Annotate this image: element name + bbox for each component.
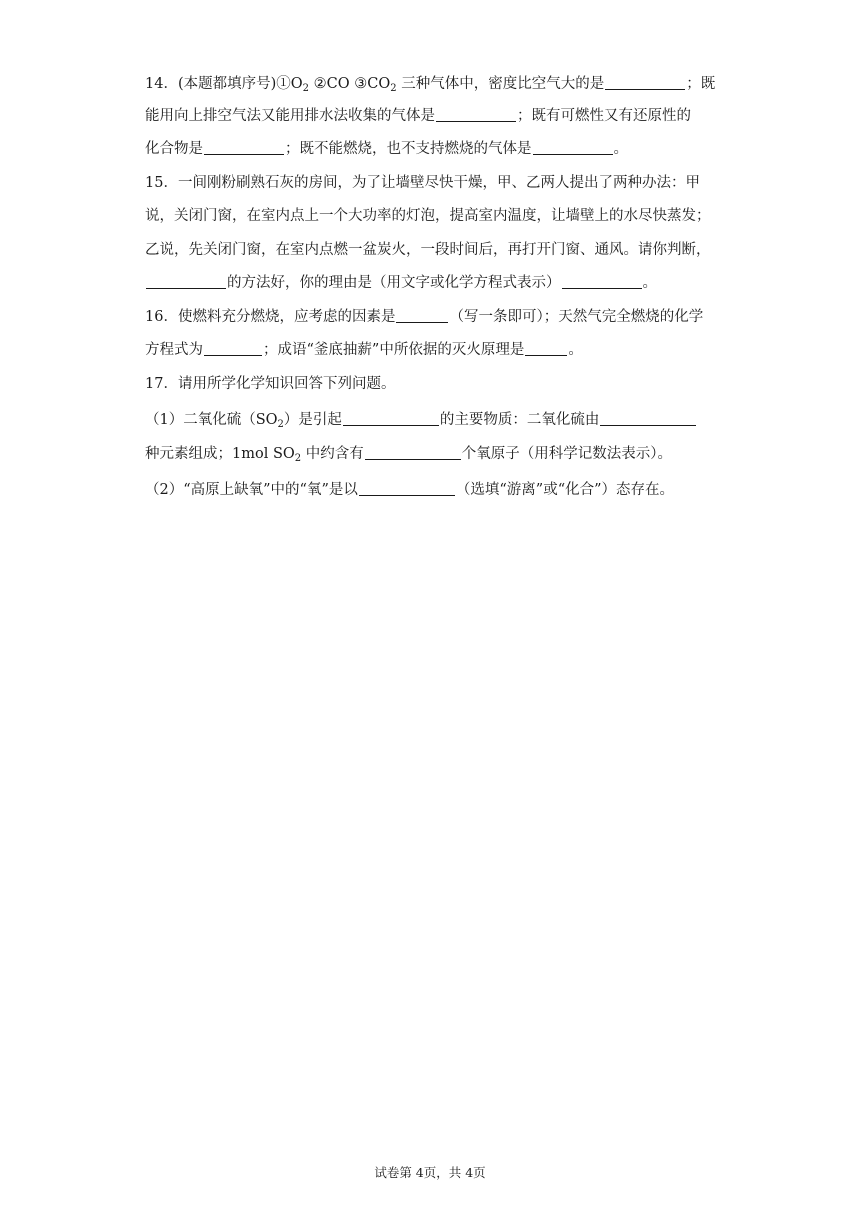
text: ；既不能燃烧，也不支持燃烧的气体是 [285, 141, 532, 157]
q17-title: 17．请用所学化学知识回答下列问题。 [145, 376, 396, 392]
text: （写一条即可）；天然气完全燃烧的化学 [449, 309, 704, 325]
answer-blank[interactable] [204, 140, 284, 155]
q17-part1-line-2 [145, 444, 672, 464]
text: ；成语“釜底抽薪”中所依据的灭火原理是 [263, 342, 525, 358]
subscript: 2 [294, 453, 302, 464]
text: ；既有可燃性又有还原性的 [517, 108, 691, 124]
text: ）是引起 [283, 412, 342, 428]
answer-blank[interactable] [204, 341, 262, 356]
answer-blank[interactable] [525, 341, 567, 356]
text: 。 [568, 342, 583, 358]
subscript: 2 [302, 83, 310, 94]
text: 个氧原子（用科学记数法表示）。 [461, 446, 673, 462]
text: 中约含有 [301, 446, 364, 462]
q15-line-2: 说，关闭门窗，在室内点上一个大功率的灯泡，提高室内温度，让墙壁上的水尽快蒸发； [145, 208, 711, 224]
q15-line-4 [145, 273, 657, 293]
q17-part2-line [145, 480, 674, 500]
text: （选填“游离”或“化合”）态存在。 [455, 482, 675, 498]
q14-line-1 [145, 74, 715, 94]
subscript: 2 [390, 83, 397, 94]
answer-blank[interactable] [146, 274, 226, 289]
text: ；既 [686, 76, 716, 92]
text: 种元素组成；1mol SO [145, 446, 295, 462]
text: 能用向上排空气法又能用排水法收集的气体是 [145, 108, 435, 124]
text: 的主要物质：二氧化硫由 [439, 412, 600, 428]
answer-blank[interactable] [365, 445, 461, 460]
text: 。 [642, 275, 657, 291]
answer-blank[interactable] [359, 481, 455, 496]
q16-line-2 [145, 340, 583, 360]
answer-blank[interactable] [343, 411, 439, 426]
q14-line-2 [145, 106, 691, 126]
q17-part1-line-1 [145, 410, 697, 430]
subscript: 2 [277, 419, 284, 430]
answer-blank[interactable] [562, 274, 642, 289]
page-footer: 试卷第 4页，共 4页 [374, 1165, 486, 1180]
q16-line-1 [145, 307, 703, 327]
text: 14．(本题都填序号)①O [145, 76, 303, 92]
text: 16．使燃料充分燃烧，应考虑的因素是 [145, 309, 396, 325]
text: 。 [613, 141, 628, 157]
q15-line-1: 15．一间刚粉刷熟石灰的房间，为了让墙壁尽快干燥，甲、乙两人提出了两种办法：甲 [145, 175, 700, 191]
text: （1）二氧化硫（SO [145, 412, 278, 428]
text: （2）“高原上缺氧”中的“氧”是以 [145, 482, 358, 498]
text: 的方法好，你的理由是（用文字或化学方程式表示） [227, 275, 561, 291]
text: 化合物是 [145, 141, 203, 157]
q14-line-3 [145, 139, 628, 159]
answer-blank[interactable] [533, 140, 613, 155]
answer-blank[interactable] [436, 107, 516, 122]
answer-blank[interactable] [605, 75, 685, 90]
text: 三种气体中，密度比空气大的是 [396, 76, 605, 92]
answer-blank[interactable] [396, 308, 448, 323]
text: ②CO ③CO [309, 76, 391, 92]
answer-blank[interactable] [600, 411, 696, 426]
text: 方程式为 [145, 342, 203, 358]
q15-line-3: 乙说，先关闭门窗，在室内点燃一盆炭火，一段时间后，再打开门窗、通风。请你判断， [145, 242, 711, 258]
